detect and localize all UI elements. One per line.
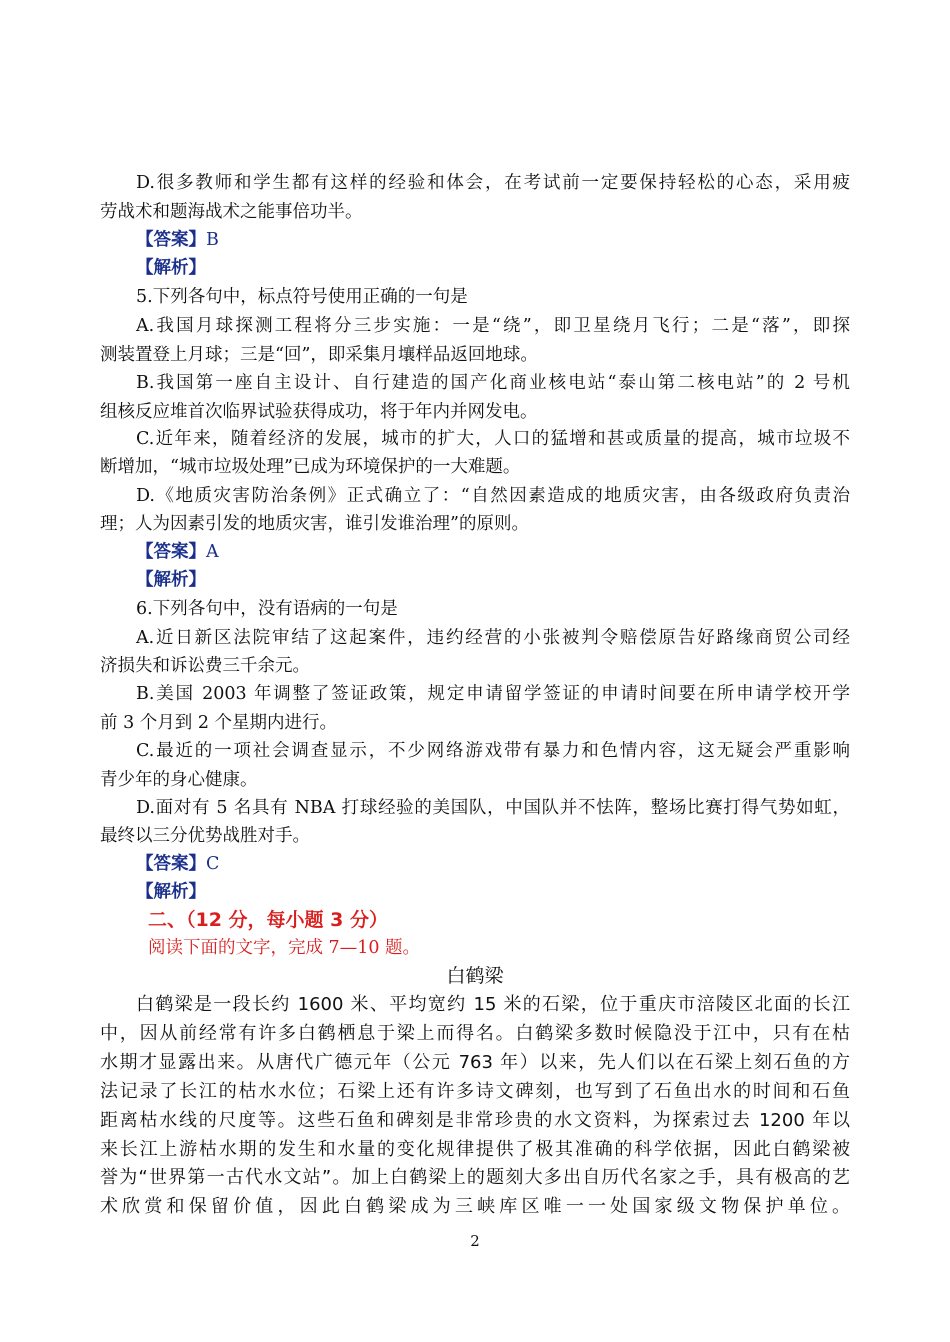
q4-option-d-line1: D.很多教师和学生都有这样的经验和体会，在考试前一定要保持轻松的心态，采用疲 (136, 173, 850, 193)
q5-option-d-line1: D.《地质灾害防治条例》正式确立了：“自然因素造成的地质灾害，由各级政府负责治 (136, 486, 850, 506)
q4-analysis (136, 254, 206, 282)
q5-option-c-line2: 断增加，“城市垃圾处理”已成为环境保护的一大难题。 (100, 457, 521, 477)
answer-label: 【答案】 (136, 230, 206, 250)
section-instruction: 阅读下面的文字，完成 7—10 题。 (148, 938, 421, 958)
answer-label: 【答案】 (136, 542, 206, 562)
q6-option-d-line2: 最终以三分优势战胜对手。 (100, 826, 310, 846)
q5-option-c-line1: C.近年来，随着经济的发展，城市的扩大，人口的猛增和甚或质量的提高，城市垃圾不 (136, 429, 850, 449)
q5-analysis (136, 566, 206, 594)
page-number: 2 (470, 1232, 480, 1250)
q6-analysis (136, 878, 206, 906)
q5-option-b-line2: 组核反应堆首次临界试验获得成功，将于年内并网发电。 (100, 402, 538, 422)
q5-option-a-line1: A.我国月球探测工程将分三步实施：一是“绕”，即卫星绕月飞行；二是“落”，即探 (136, 316, 850, 336)
q5-option-b-line1: B.我国第一座自主设计、自行建造的国产化商业核电站“泰山第二核电站”的 2 号机 (136, 373, 850, 393)
passage-line: 法记录了长江的枯水水位；石梁上还有许多诗文碑刻，也写到了石鱼出水的时间和石鱼 (100, 1081, 850, 1102)
q6-option-d-line1: D.面对有 5 名具有 NBA 打球经验的美国队，中国队并不怯阵，整场比赛打得气势如虹， (136, 798, 850, 818)
passage-line: 来长江上游枯水期的发生和水量的变化规律提供了极其准确的科学依据，因此白鹤梁被 (100, 1139, 850, 1160)
q6-option-a-line2: 济损失和诉讼费三千余元。 (100, 656, 310, 676)
q6-answer (136, 850, 219, 878)
passage-line: 白鹤梁是一段长约 1600 米、平均宽约 15 米的石梁，位于重庆市涪陵区北面的长江 (136, 994, 850, 1015)
q6-stem: 6.下列各句中，没有语病的一句是 (136, 599, 398, 619)
passage-line: 誉为“世界第一古代水文站”。加上白鹤梁上的题刻大多出自历代名家之手，具有极高的艺 (100, 1167, 850, 1188)
passage-title: 白鹤梁 (446, 965, 504, 987)
q5-answer (136, 538, 219, 566)
analysis-label: 【解析】 (136, 570, 206, 590)
passage-line: 水期才显露出来。从唐代广德元年（公元 763 年）以来，先人们以在石梁上刻石鱼的方 (100, 1052, 850, 1073)
analysis-label: 【解析】 (136, 882, 206, 902)
passage-line: 术欣赏和保留价值，因此白鹤梁成为三峡库区唯一一处国家级文物保护单位。 (100, 1196, 850, 1217)
passage-line: 距离枯水线的尺度等。这些石鱼和碑刻是非常珍贵的水文资料，为探索过去 1200 年以 (100, 1110, 850, 1131)
q4-option-d-line2: 劳战术和题海战术之能事倍功半。 (100, 202, 363, 222)
passage-line: 中，因从前经常有许多白鹤栖息于梁上而得名。白鹤梁多数时候隐没于江中，只有在枯 (100, 1023, 850, 1044)
q6-option-b-line2: 前 3 个月到 2 个星期内进行。 (100, 713, 338, 733)
answer-value: A (206, 542, 219, 562)
answer-value: B (206, 230, 219, 250)
q6-option-b-line1: B.美国 2003 年调整了签证政策，规定申请留学签证的申请时间要在所申请学校开学 (136, 684, 850, 704)
answer-value: C (206, 854, 220, 874)
q4-answer (136, 226, 219, 254)
q6-option-c-line2: 青少年的身心健康。 (100, 770, 258, 790)
section-heading: 二、（12 分，每小题 3 分） (148, 909, 389, 931)
q5-option-a-line2: 测装置登上月球；三是“回”，即采集月壤样品返回地球。 (100, 345, 538, 365)
analysis-label: 【解析】 (136, 258, 206, 278)
q5-stem: 5.下列各句中，标点符号使用正确的一句是 (136, 287, 468, 307)
q6-option-a-line1: A.近日新区法院审结了这起案件，违约经营的小张被判令赔偿原告好路缘商贸公司经 (136, 628, 850, 648)
answer-label: 【答案】 (136, 854, 206, 874)
q6-option-c-line1: C.最近的一项社会调查显示，不少网络游戏带有暴力和色情内容，这无疑会严重影响 (136, 741, 850, 761)
q5-option-d-line2: 理；人为因素引发的地质灾害，谁引发谁治理”的原则。 (100, 514, 529, 534)
